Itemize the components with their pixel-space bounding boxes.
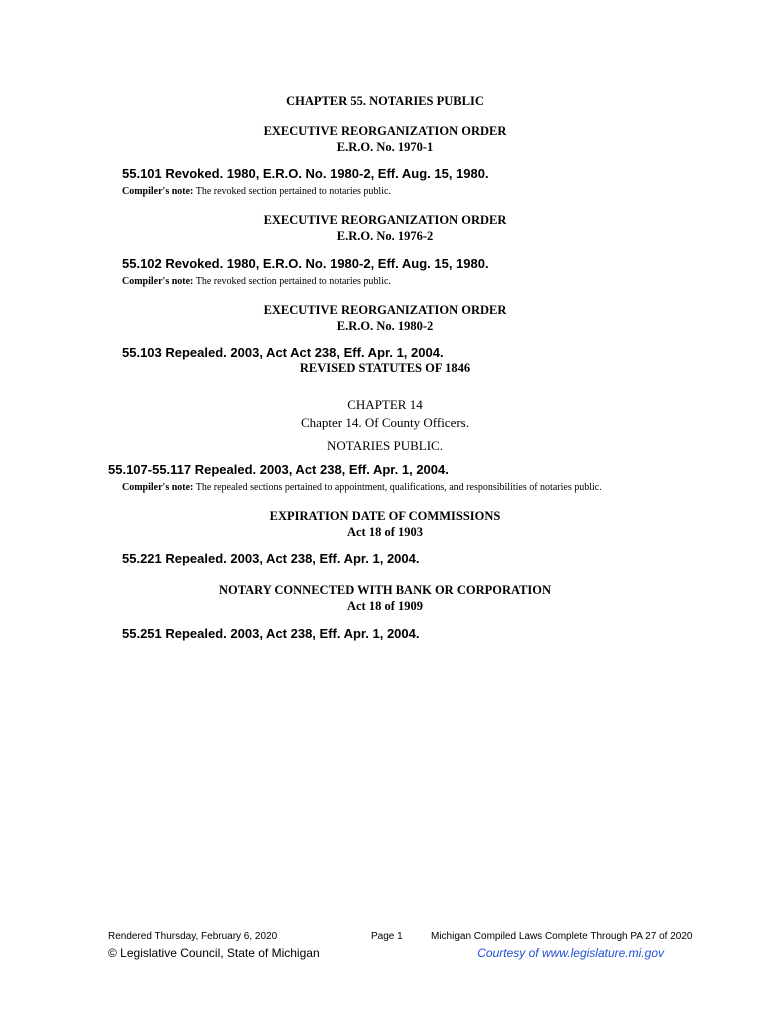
ero-heading-1970: EXECUTIVE REORGANIZATION ORDER: [263, 124, 507, 138]
section-55-107-note: [122, 482, 602, 493]
footer-rendered-date: Rendered Thursday, February 6, 2020: [108, 931, 278, 942]
compiler-note-label: Compiler's note:: [122, 482, 194, 493]
section-55-103-title: 55.103 Repealed. 2003, Act Act 238, Eff. Apr. 1, 2004.: [122, 345, 444, 360]
ero-heading-1976: EXECUTIVE REORGANIZATION ORDER: [263, 213, 507, 227]
notaries-public-subheading: NOTARIES PUBLIC.: [327, 438, 443, 453]
compiler-note-label: Compiler's note:: [122, 186, 194, 197]
ero-number-1970: E.R.O. No. 1970-1: [336, 140, 434, 154]
footer-page-number: Page 1: [371, 931, 403, 942]
bank-corporation-heading: NOTARY CONNECTED WITH BANK OR CORPORATION: [218, 583, 552, 597]
revised-statutes-heading: REVISED STATUTES OF 1846: [299, 361, 471, 375]
chapter-14-title: Chapter 14. Of County Officers.: [300, 415, 469, 430]
expiration-heading: EXPIRATION DATE OF COMMISSIONS: [269, 509, 501, 523]
ero-number-1980: E.R.O. No. 1980-2: [336, 319, 434, 333]
section-55-101-note: [122, 186, 391, 197]
chapter-title: CHAPTER 55. NOTARIES PUBLIC: [286, 94, 484, 108]
footer-copyright: © Legislative Council, State of Michigan: [108, 946, 320, 960]
section-55-101-title: 55.101 Revoked. 1980, E.R.O. No. 1980-2, Eff. Aug. 15, 1980.: [122, 166, 489, 181]
compiler-note-text: The repealed sections pertained to appointment, qualifications, and responsibilities of notaries public.: [193, 482, 602, 493]
footer-compiled-through: Michigan Compiled Laws Complete Through PA 27 of 2020: [431, 931, 693, 942]
footer-courtesy-link[interactable]: Courtesy of www.legislature.mi.gov: [477, 946, 664, 960]
ero-heading-1980: EXECUTIVE REORGANIZATION ORDER: [263, 303, 507, 317]
section-55-102-title: 55.102 Revoked. 1980, E.R.O. No. 1980-2, Eff. Aug. 15, 1980.: [122, 256, 489, 271]
expiration-act: Act 18 of 1903: [346, 525, 424, 539]
section-55-221-title: 55.221 Repealed. 2003, Act 238, Eff. Apr. 1, 2004.: [122, 551, 420, 566]
chapter-14-label: CHAPTER 14: [347, 397, 423, 412]
section-55-251-title: 55.251 Repealed. 2003, Act 238, Eff. Apr. 1, 2004.: [122, 626, 420, 641]
section-55-107-title: 55.107-55.117 Repealed. 2003, Act 238, Eff. Apr. 1, 2004.: [108, 462, 449, 477]
compiler-note-text: The revoked section pertained to notaries public.: [193, 276, 391, 287]
bank-corporation-act: Act 18 of 1909: [346, 599, 424, 613]
compiler-note-text: The revoked section pertained to notaries public.: [193, 186, 391, 197]
compiler-note-label: Compiler's note:: [122, 276, 194, 287]
ero-number-1976: E.R.O. No. 1976-2: [336, 229, 434, 243]
section-55-102-note: [122, 276, 391, 287]
